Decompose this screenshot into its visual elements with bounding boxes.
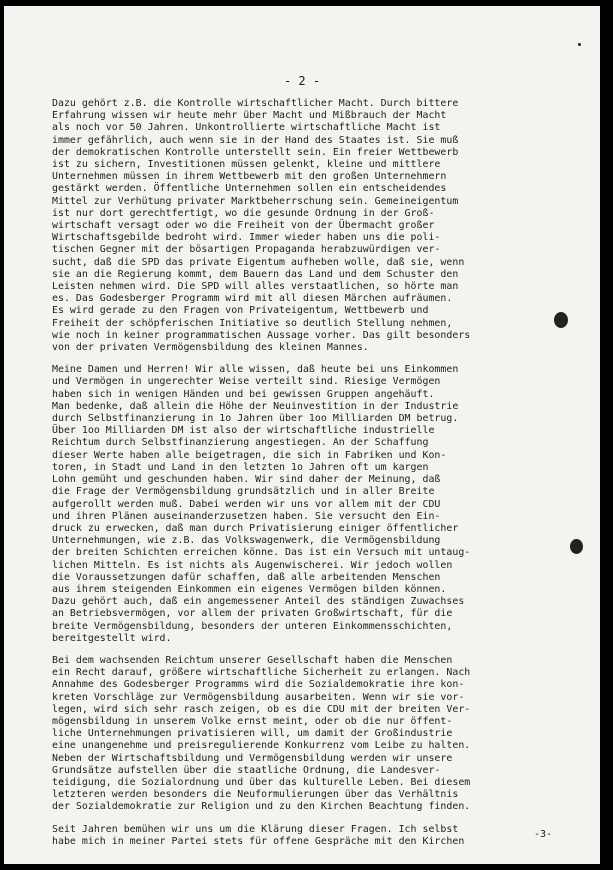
paragraph bbox=[52, 98, 572, 354]
text-line: ist zu sichern, Investitionen müssen gelenkt, kleine und mittlere bbox=[52, 159, 441, 171]
text-line: ein Recht darauf, größere wirtschaftliche Sicherheit zu erlangen. Nach bbox=[52, 667, 471, 679]
text-line: immer gefährlich, auch wenn sie in der Hand des Staates ist. Sie muß bbox=[52, 134, 459, 146]
text-line: aus ihrem steigenden Einkommen ein eigenes Vermögen bilden können. bbox=[52, 583, 447, 595]
text-line: haben sich in wenigen Händen und bei gewissen Gruppen angehäuft. bbox=[52, 388, 435, 400]
text-line: toren, in Stadt und Land in den letzten 1o Jahren oft um kargen bbox=[52, 461, 429, 473]
next-page-marker: -3- bbox=[533, 829, 552, 840]
text-line: Annahme des Godesberger Programms wird die Sozialdemokratie ihre kon- bbox=[52, 679, 465, 691]
text-line: an Betriebsvermögen, vor allem der privaten Großwirtschaft, für die bbox=[52, 608, 453, 620]
text-line: letzteren werden besonders die Neuformulierungen über das Verhältnis bbox=[52, 789, 459, 801]
text-line: der Sozialdemokratie zur Religion und zu den Kirchen Beachtung finden. bbox=[52, 801, 471, 813]
text-line: Neben der Wirtschaftsbildung und Vermögensbildung werden wir unsere bbox=[52, 752, 453, 764]
text-line: und Vermögen in ungerechter Weise verteilt sind. Riesige Vermögen bbox=[52, 376, 441, 388]
text-line: legen, wird sich sehr rasch zeigen, ob es die CDU mit der breiten Ver- bbox=[52, 703, 471, 715]
text-line: liche Unternehmungen privatisieren will, um damit der Großindustrie bbox=[52, 728, 453, 740]
text-line: wie noch in keiner programmatischen Aussage vorher. Das gilt besonders bbox=[52, 329, 471, 341]
text-line: sucht, daß die SPD das private Eigentum aufheben wolle, daß sie, wenn bbox=[52, 256, 465, 268]
text-line: als noch vor 50 Jahren. Unkontrollierte wirtschaftliche Macht ist bbox=[52, 122, 441, 134]
text-line: habe mich in meiner Partei stets für offene Gespräche mit den Kirchen bbox=[52, 835, 465, 847]
paragraph bbox=[52, 824, 572, 848]
text-line: sie an die Regierung kommt, dem Bauern das Land und dem Schuster den bbox=[52, 268, 459, 280]
text-line: kreten Vorschläge zur Vermögensbildung ausarbeiten. Wenn wir sie vor- bbox=[52, 691, 465, 703]
text-line: Über 1oo Milliarden DM ist also der wirtschaftliche industrielle bbox=[52, 425, 435, 437]
text-line: Wirtschaftsgebilde bedroht wird. Immer wieder haben uns die poli- bbox=[52, 232, 441, 244]
speck-mark bbox=[578, 43, 581, 46]
text-line: druck zu erwecken, daß man durch Privatisierung einiger öffentlicher bbox=[52, 522, 459, 534]
text-line: teidigung, die Sozialordnung und über das kulturelle Leben. Bei diesem bbox=[52, 776, 471, 788]
text-line: aufgerollt werden muß. Dabei werden wir uns vor allem mit der CDU bbox=[52, 498, 441, 510]
text-line: bereitgestellt wird. bbox=[52, 632, 172, 644]
text-line: Unternehmen müssen in ihrem Wettbewerb mit den großen Unternehmern bbox=[52, 171, 447, 183]
letter-body bbox=[52, 98, 572, 858]
paragraph bbox=[52, 364, 572, 645]
text-line: Reichtum durch Selbstfinanzierung angestiegen. An der Schaffung bbox=[52, 437, 429, 449]
text-line: Erfahrung wissen wir heute mehr über Macht und Mißbrauch der Macht bbox=[52, 110, 447, 122]
text-line: die Frage der Vermögensbildung grundsätzlich und in aller Breite bbox=[52, 486, 435, 498]
text-line: Lohn gemüht und geschunden haben. Wir sind daher der Meinung, daß bbox=[52, 474, 441, 486]
text-line: Unternehmungen, wie z.B. das Volkswagenwerk, die Vermögensbildung bbox=[52, 535, 441, 547]
text-line: Man bedenke, daß allein die Höhe der Neuinvestition in der Industrie bbox=[52, 400, 459, 412]
text-line: lichen Mitteln. Es ist nichts als Augenwischerei. Wir jedoch wollen bbox=[52, 559, 453, 571]
text-line: ist nur dort gerechtfertigt, wo die gesunde Ordnung in der Groß- bbox=[52, 207, 435, 219]
text-line: Es wird gerade zu den Fragen von Privateigentum, Wettbewerb und bbox=[52, 305, 429, 317]
text-line: von der privaten Vermögensbildung des kleinen Mannes. bbox=[52, 342, 369, 354]
document-page bbox=[4, 6, 600, 864]
text-line: Grundsätze aufstellen über die staatliche Ordnung, die Landesver- bbox=[52, 764, 441, 776]
text-line: wirtschaft versagt oder wo die Freiheit von der Übermacht großer bbox=[52, 220, 435, 232]
text-line: durch Selbstfinanzierung in 1o Jahren über 1oo Milliarden DM betrug. bbox=[52, 413, 459, 425]
text-line: gestärkt werden. Öffentliche Unternehmen sollen ein entscheidendes bbox=[52, 183, 447, 195]
page-number: - 2 - bbox=[283, 74, 321, 88]
text-line: Mittel zur Verhütung privater Marktbeherrschung sein. Gemeineigentum bbox=[52, 195, 459, 207]
text-line: eine unangenehme und preisregulierende Konkurrenz vom Leibe zu halten. bbox=[52, 740, 471, 752]
text-line: breite Vermögensbildung, besonders der unteren Einkommensschichten, bbox=[52, 620, 453, 632]
text-line: der breiten Schichten erreichen könne. Das ist ein Versuch mit untaug- bbox=[52, 547, 471, 559]
text-line: es. Das Godesberger Programm wird mit all diesen Märchen aufräumen. bbox=[52, 293, 453, 305]
text-line: Freiheit der schöpferischen Initiative so deutlich Stellung nehmen, bbox=[52, 317, 453, 329]
text-line: Dazu gehört auch, daß ein angemessener Anteil des ständigen Zuwachses bbox=[52, 596, 465, 608]
text-line: tischen Gegner mit der bösartigen Propaganda herabzuwürdigen ver- bbox=[52, 244, 441, 256]
text-line: Dazu gehört z.B. die Kontrolle wirtschaftlicher Macht. Durch bittere bbox=[52, 98, 459, 109]
text-line: und ihren Plänen auseinanderzusetzen haben. Sie versucht den Ein- bbox=[52, 510, 441, 522]
text-line: der demokratischen Kontrolle unterstellt sein. Ein freier Wettbewerb bbox=[52, 146, 459, 158]
paragraph bbox=[52, 655, 572, 814]
text-line: Leisten nehmen wird. Die SPD will alles verstaatlichen, so hörte man bbox=[52, 281, 459, 293]
text-line: Bei dem wachsenden Reichtum unserer Gesellschaft haben die Menschen bbox=[52, 654, 453, 666]
text-line: Meine Damen und Herren! Wir alle wissen, daß heute bei uns Einkommen bbox=[52, 364, 459, 376]
text-line: Seit Jahren bemühen wir uns um die Klärung dieser Fragen. Ich selbst bbox=[52, 823, 459, 835]
text-line: mögensbildung in unserem Volke ernst meint, oder ob die nur öffent- bbox=[52, 715, 453, 727]
text-line: dieser Werte haben alle beigetragen, die sich in Fabriken und Kon- bbox=[52, 449, 447, 461]
text-line: die Voraussetzungen dafür schaffen, daß alle arbeitenden Menschen bbox=[52, 571, 441, 583]
